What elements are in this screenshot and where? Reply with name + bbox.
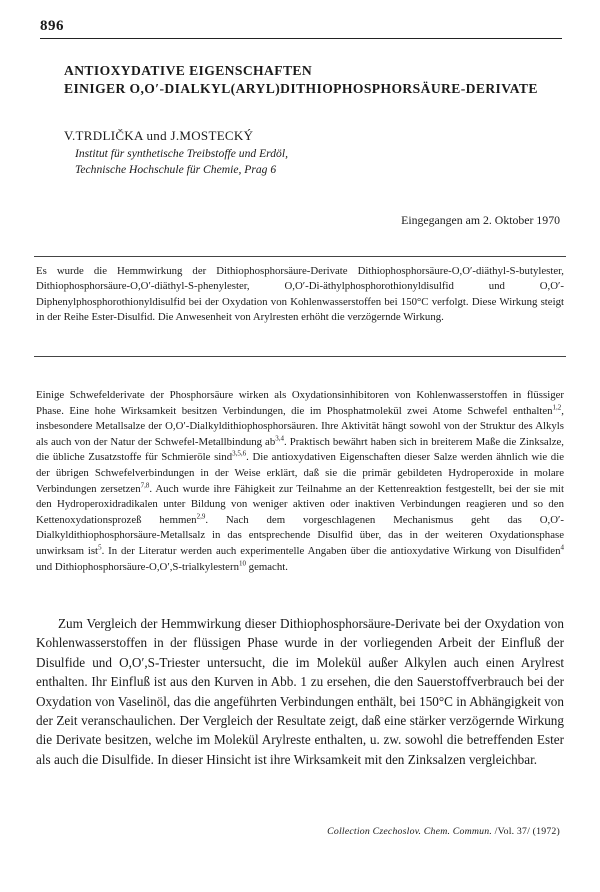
- authors: V.TRDLIČKA und J.MOSTECKÝ: [64, 128, 254, 143]
- abstract-top-rule: [34, 256, 566, 257]
- reference-marker: 7,8: [140, 480, 150, 489]
- journal-footer: [327, 826, 560, 837]
- intro-text: gemacht.: [245, 560, 288, 573]
- reference-marker: 10: [238, 558, 246, 567]
- journal-volume: /Vol. 37/ (1972): [494, 826, 560, 837]
- abstract-text: Es wurde die Hemmwirkung der Dithiophosphorsäure-Derivate Dithiophosphorsäure-O,O′-diäthyl-S-butylester, Dithiophosphorsäure-O,O′-diäthyl-S-phenylester, O,O′-Di-äthylphosphorothionyldisulfid und O,O′-Diphenylphosphorothionyldisulfid bei der Oxydation von Kohlenwasserstoffen bei 150°C verfolgt. Diese Wirkung steigt in der Reihe Ester-Disulfid. Die Anwesenheit von Arylresten erhöht die verzögernde Wirkung.: [36, 265, 564, 323]
- main-paragraph: Zum Vergleich der Hemmwirkung dieser Dithiophosphorsäure-Derivate bei der Oxydation von Kohlenwasserstoffen in der flüssigen Phase wurde in der vorliegenden Arbeit der Einfluß der Disulfide und O,O′,S-Triester untersucht, die im Molekül außer Alkylen auch einen Arylrest enthalten. Ihr Einfluß ist aus den Kurven in Abb. 1 zu ersehen, die den Sauerstoffverbrauch bei der Oxydation von Vaselinöl, das die angeführten Verbindungen enthält, bei 150°C in Abhängigkeit von der Zeit veranschaulichen. Der Vergleich der Resultate zeigt, daß eine stärker verzögernde Wirkung die Derivate besitzen, welche im Molekül Arylreste enthalten, u. zw. sowohl die betreffenden Ester als auch die Disulfide. In dieser Hinsicht ist ihre Wirksamkeit mit den Zinksalzen vergleichbar.: [36, 616, 564, 767]
- abstract: [36, 264, 564, 325]
- intro-text: . Nach dem vorgeschlagenen Mechanismus geht das O,O′-Dialkyldithiophosphorsäure-Metallsalz in das entsprechende Disulfid über, das in der weiteren Oxydationsphase unwirksam ist: [36, 513, 564, 557]
- reference-marker: 3,5,6: [232, 449, 247, 458]
- intro-text: . In der Literatur werden auch experimentelle Angaben über die antioxydative Wirkung von Disulfiden: [101, 544, 561, 557]
- reference-marker: 2,9: [196, 512, 206, 521]
- page-number: 896: [40, 18, 64, 34]
- intro-paragraph: [36, 388, 564, 575]
- journal-name: Collection Czechoslov. Chem. Commun.: [327, 826, 492, 837]
- introduction: [36, 388, 564, 575]
- title-line-1: ANTIOXYDATIVE EIGENSCHAFTEN: [64, 63, 313, 78]
- affiliation-line-1: Institut für synthetische Treibstoffe und Erdöl,: [75, 147, 288, 160]
- affiliation-line-2: Technische Hochschule für Chemie, Prag 6: [75, 163, 277, 176]
- intro-text: . Die antioxydativen Eigenschaften dieser Salze werden ähnlich wie die der übrigen Schwefelverbindungen in der Weise erklärt, daß sie die primär gebildeten Hydroperoxide in molare Verbindungen zersetzen: [36, 451, 564, 495]
- intro-text: Einige Schwefelderivate der Phosphorsäure wirken als Oxydationsinhibitoren von Kohlenwasserstoffen in flüssiger Phase. Eine hohe Wirksamkeit besitzen Verbindungen, die im Phosphatmolekül zwei Atome Schwefel enthalten: [36, 389, 564, 417]
- reference-marker: 5: [98, 543, 102, 552]
- abstract-bottom-rule: [34, 356, 566, 357]
- affiliation: [75, 146, 288, 178]
- reference-marker: 3,4: [275, 434, 284, 443]
- intro-text: . Auch wurde ihre Fähigkeit zur Teilnahme an der Kettenreaktion festgestellt, bei der sie mit den Hydroperoxidradikalen unter Bildung von weniger aktiven oder inaktiven Verbindungen reagieren und so den Kettenoxydationsprozeß hemmen: [36, 482, 564, 526]
- intro-text: . Praktisch bewährt haben sich in breiterem Maße die Zinksalze, die übliche Zusatzstoffe für Schmieröle sind: [36, 435, 565, 464]
- reference-marker: 1,2: [552, 403, 562, 411]
- received-date: Eingegangen am 2. Oktober 1970: [401, 213, 560, 227]
- main-section: [36, 614, 564, 769]
- intro-text: , insbesondere Metallsalze der O,O′-Dialkyldithiophosphorsäuren. Ihre Aktivität hängt sowohl von der Struktur des Alkyls als auch von der Natur der Schwefel-Metallbindung ab: [36, 404, 564, 448]
- article-title: [64, 62, 560, 98]
- header-rule: [40, 38, 562, 39]
- title-line-2: EINIGER O,O′-DIALKYL(ARYL)DITHIOPHOSPHORSÄURE-DERIVATE: [64, 81, 538, 96]
- reference-marker: 4: [560, 543, 564, 552]
- intro-text: und Dithiophosphorsäure-O,O′,S-trialkylestern: [36, 560, 239, 573]
